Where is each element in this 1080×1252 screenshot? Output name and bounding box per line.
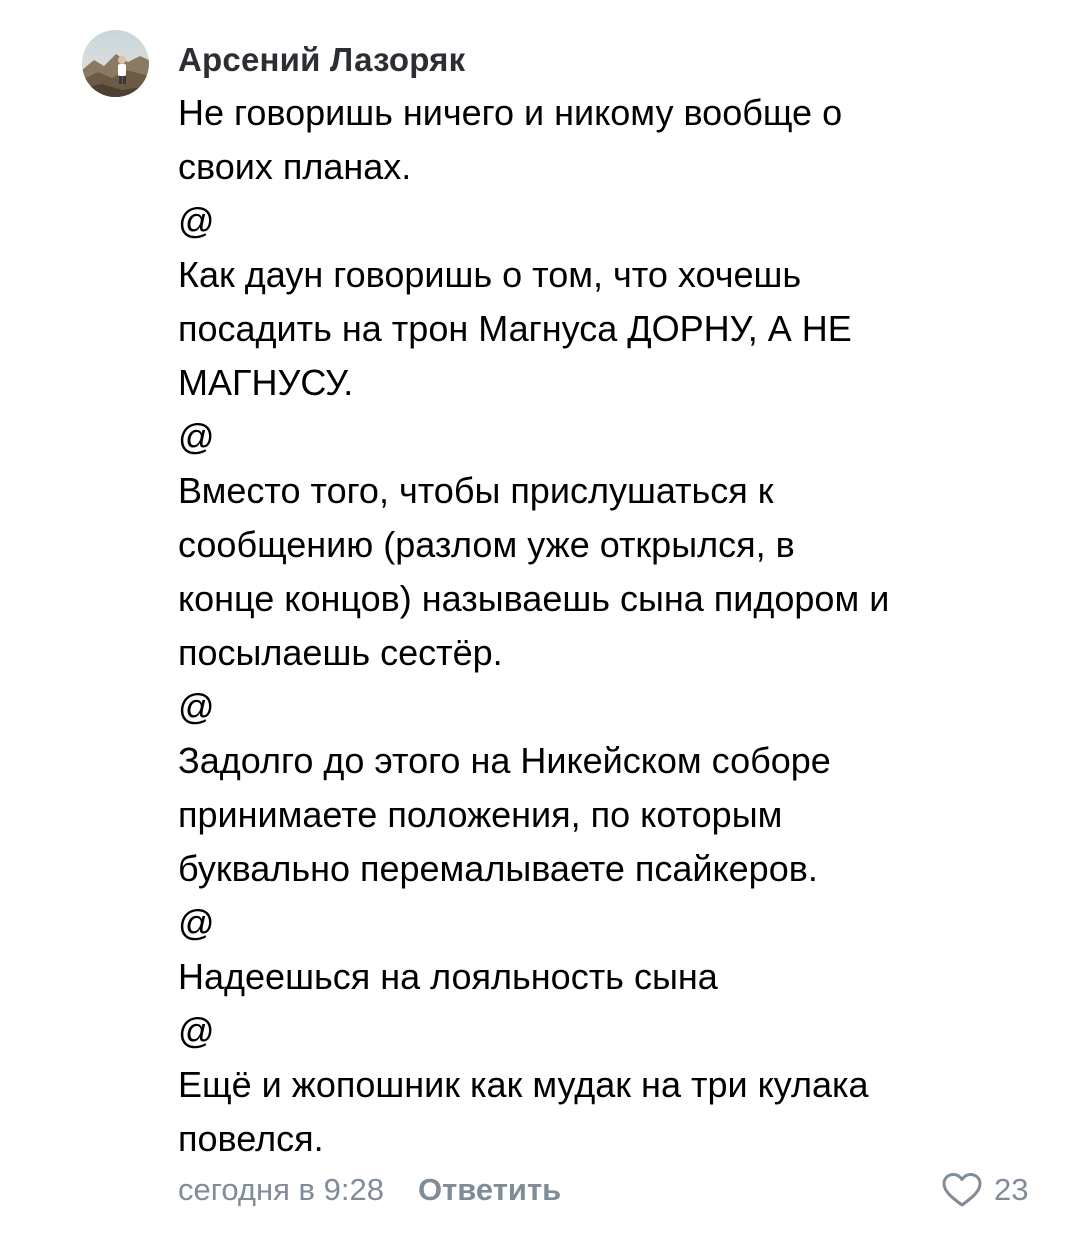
comment-footer bbox=[178, 1168, 561, 1212]
reply-button[interactable]: Ответить bbox=[417, 1172, 562, 1207]
comment-line: @ bbox=[178, 902, 215, 943]
comment-line: Ещё и жопошник как мудак на три кулака bbox=[178, 1064, 869, 1105]
heart-icon bbox=[942, 1172, 982, 1208]
comment-line: @ bbox=[178, 416, 215, 457]
comment-line: @ bbox=[178, 1010, 215, 1051]
comment-line: @ bbox=[178, 200, 215, 241]
author-name[interactable]: Арсений Лазоряк bbox=[178, 41, 466, 78]
comment-line: Не говоришь ничего и никому вообще о bbox=[178, 92, 843, 133]
comment-text bbox=[178, 86, 1038, 1166]
comment-line: @ bbox=[178, 686, 215, 727]
comment-line: посылаешь сестёр. bbox=[178, 632, 503, 673]
comment-line: повелся. bbox=[178, 1118, 324, 1159]
author-avatar[interactable] bbox=[82, 30, 149, 97]
comment-line: конце концов) называешь сына пидором и bbox=[178, 578, 890, 619]
comment-line: принимаете положения, по которым bbox=[178, 794, 783, 835]
comment-line: Вместо того, чтобы прислушаться к bbox=[178, 470, 774, 511]
comment-line: своих планах. bbox=[178, 146, 412, 187]
comment-line: посадить на трон Магнуса ДОРНУ, А НЕ bbox=[178, 308, 852, 349]
comment-line: МАГНУСУ. bbox=[178, 362, 354, 403]
comment-timestamp: сегодня в 9:28 bbox=[178, 1172, 384, 1207]
avatar-photo-icon bbox=[82, 30, 149, 97]
comment-line: буквально перемалываете псайкеров. bbox=[178, 848, 818, 889]
comment-line: Задолго до этого на Никейском соборе bbox=[178, 740, 831, 781]
comment-line: Надеешься на лояльность сына bbox=[178, 956, 718, 997]
like-button[interactable] bbox=[942, 1168, 1028, 1212]
like-count: 23 bbox=[994, 1172, 1029, 1207]
comment-line: сообщению (разлом уже открылся, в bbox=[178, 524, 795, 565]
comment-line: Как даун говоришь о том, что хочешь bbox=[178, 254, 802, 295]
